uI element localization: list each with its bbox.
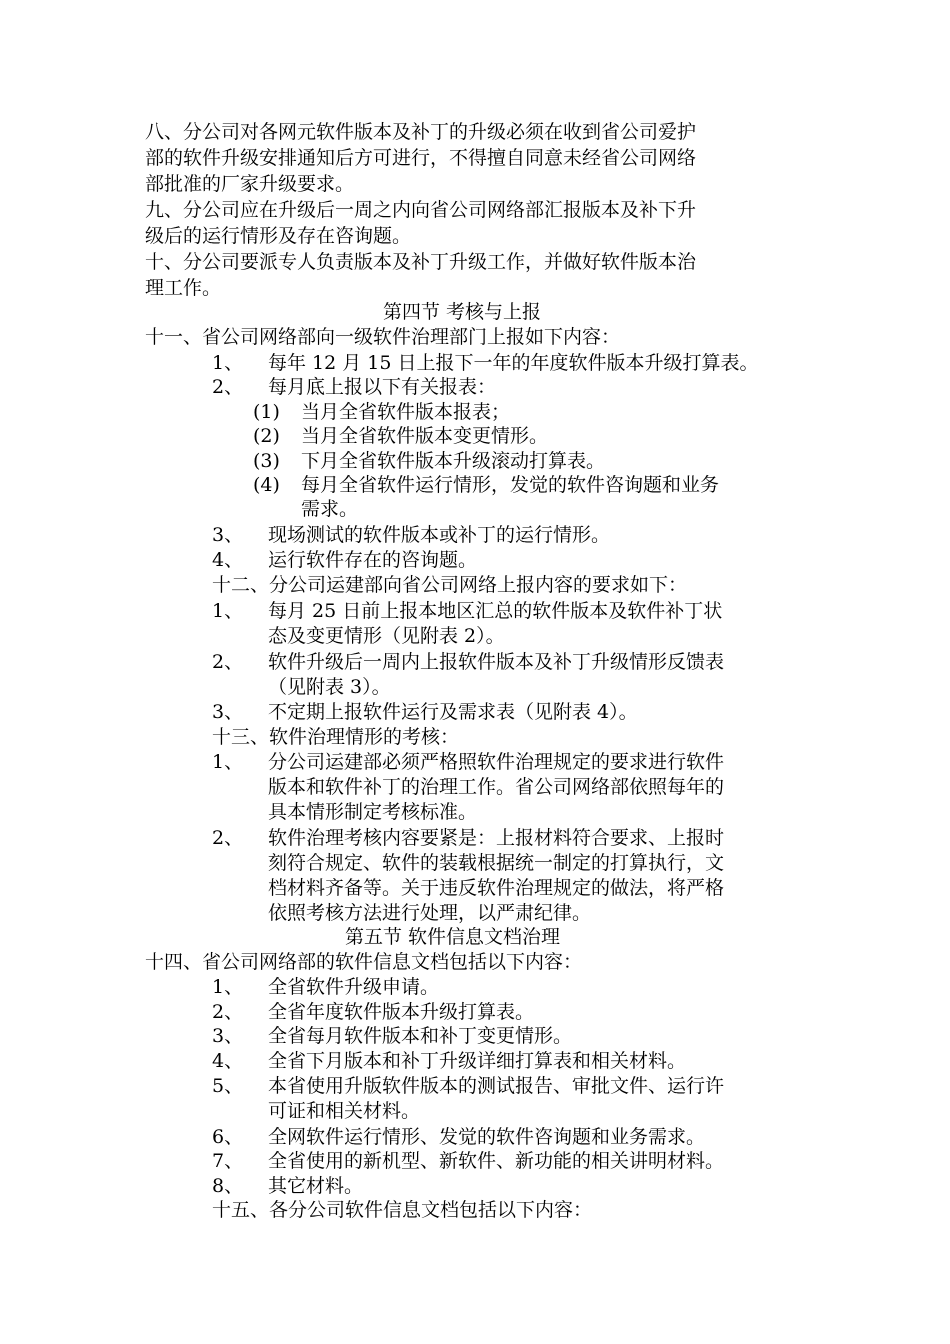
list-item-number: 4、 — [212, 549, 244, 571]
list-item: 每月底上报以下有关报表： — [268, 376, 497, 398]
list-item-number: 1、 — [212, 352, 244, 374]
list-item-number: 2、 — [212, 1001, 244, 1023]
sub-item-number: (4) — [253, 474, 280, 496]
paragraph-11-heading: 十一、省公司网络部向一级软件治理部门上报如下内容： — [145, 326, 621, 348]
list-item: 现场测试的软件版本或补丁的运行情形。 — [268, 524, 611, 546]
list-item-continuation: 可证和相关材料。 — [268, 1100, 421, 1122]
sub-item-continuation: 需求。 — [301, 498, 359, 520]
sub-item: 当月全省软件版本变更情形。 — [301, 425, 549, 447]
list-item: 全省年度软件版本升级打算表。 — [268, 1001, 535, 1023]
list-item-number: 2、 — [212, 376, 244, 398]
list-item: 软件升级后一周内上报软件版本及补丁升级情形反馈表 — [268, 651, 725, 673]
list-item: 全省软件升级申请。 — [268, 976, 440, 998]
sub-item: 每月全省软件运行情形，发觉的软件咨询题和业务 — [301, 474, 720, 496]
sub-item-number: (1) — [253, 401, 280, 423]
sub-item: 当月全省软件版本报表； — [301, 401, 511, 423]
list-item: 全省下月版本和补丁升级详细打算表和相关材料。 — [268, 1050, 687, 1072]
list-item: 全省使用的新机型、新软件、新功能的相关讲明材料。 — [268, 1150, 725, 1172]
list-item-number: 6、 — [212, 1126, 244, 1148]
paragraph-8-line-3: 部批准的厂家升级要求。 — [145, 173, 355, 195]
list-item: 运行软件存在的咨询题。 — [268, 549, 478, 571]
list-item-continuation: （见附表 3）。 — [268, 676, 391, 698]
paragraph-10-line-1: 十、分公司要派专人负责版本及补丁升级工作，并做好软件版本治 — [145, 251, 697, 273]
sub-item: 下月全省软件版本升级滚动打算表。 — [301, 450, 606, 472]
list-item-continuation: 具本情形制定考核标准。 — [268, 801, 478, 823]
list-item-number: 4、 — [212, 1050, 244, 1072]
paragraph-13-heading: 十三、软件治理情形的考核： — [212, 726, 460, 748]
sub-item-number: (3) — [253, 450, 280, 472]
list-item: 本省使用升版软件版本的测试报告、审批文件、运行许 — [268, 1075, 725, 1097]
sub-item-number: (2) — [253, 425, 280, 447]
section-4-title: 第四节 考核与上报 — [383, 301, 542, 323]
list-item-continuation: 态及变更情形（见附表 2）。 — [268, 625, 505, 647]
paragraph-10-line-2: 理工作。 — [145, 277, 222, 299]
list-item-number: 1、 — [212, 751, 244, 773]
list-item-number: 8、 — [212, 1175, 244, 1197]
list-item-continuation: 版本和软件补丁的治理工作。省公司网络部依照每年的 — [268, 776, 725, 798]
list-item-continuation: 依照考核方法进行处理，以严肃纪律。 — [268, 902, 592, 924]
list-item: 不定期上报软件运行及需求表（见附表 4）。 — [268, 701, 638, 723]
paragraph-8-line-2: 部的软件升级安排通知后方可进行，不得擅自同意未经省公司网络 — [145, 147, 697, 169]
list-item: 每年 12 月 15 日上报下一年的年度软件版本升级打算表。 — [268, 352, 759, 374]
list-item-number: 3、 — [212, 1025, 244, 1047]
list-item: 其它材料。 — [268, 1175, 364, 1197]
list-item-number: 3、 — [212, 524, 244, 546]
list-item-number: 1、 — [212, 976, 244, 998]
list-item: 全网软件运行情形、发觉的软件咨询题和业务需求。 — [268, 1126, 706, 1148]
list-item-continuation: 档材料齐备等。关于违反软件治理规定的做法，将严格 — [268, 877, 725, 899]
list-item-number: 1、 — [212, 600, 244, 622]
list-item: 软件治理考核内容要紧是：上报材料符合要求、上报时 — [268, 827, 725, 849]
list-item: 每月 25 日前上报本地区汇总的软件版本及软件补丁状 — [268, 600, 723, 622]
list-item-number: 3、 — [212, 701, 244, 723]
list-item: 全省每月软件版本和补丁变更情形。 — [268, 1025, 573, 1047]
list-item-continuation: 刻符合规定、软件的装载根据统一制定的打算执行，文 — [268, 852, 725, 874]
list-item-number: 2、 — [212, 651, 244, 673]
paragraph-9-line-2: 级后的运行情形及存在咨询题。 — [145, 225, 412, 247]
paragraph-8-line-1: 八、分公司对各网元软件版本及补丁的升级必须在收到省公司爱护 — [145, 121, 697, 143]
list-item-number: 2、 — [212, 827, 244, 849]
list-item-number: 7、 — [212, 1150, 244, 1172]
paragraph-15-heading: 十五、各分公司软件信息文档包括以下内容： — [212, 1199, 593, 1221]
paragraph-12-heading: 十二、分公司运建部向省公司网络上报内容的要求如下： — [212, 574, 688, 596]
list-item-number: 5、 — [212, 1075, 244, 1097]
section-5-title: 第五节 软件信息文档治理 — [345, 926, 561, 948]
paragraph-14-heading: 十四、省公司网络部的软件信息文档包括以下内容： — [145, 951, 583, 973]
paragraph-9-line-1: 九、分公司应在升级后一周之内向省公司网络部汇报版本及补下升 — [145, 199, 697, 221]
list-item: 分公司运建部必须严格照软件治理规定的要求进行软件 — [268, 751, 725, 773]
